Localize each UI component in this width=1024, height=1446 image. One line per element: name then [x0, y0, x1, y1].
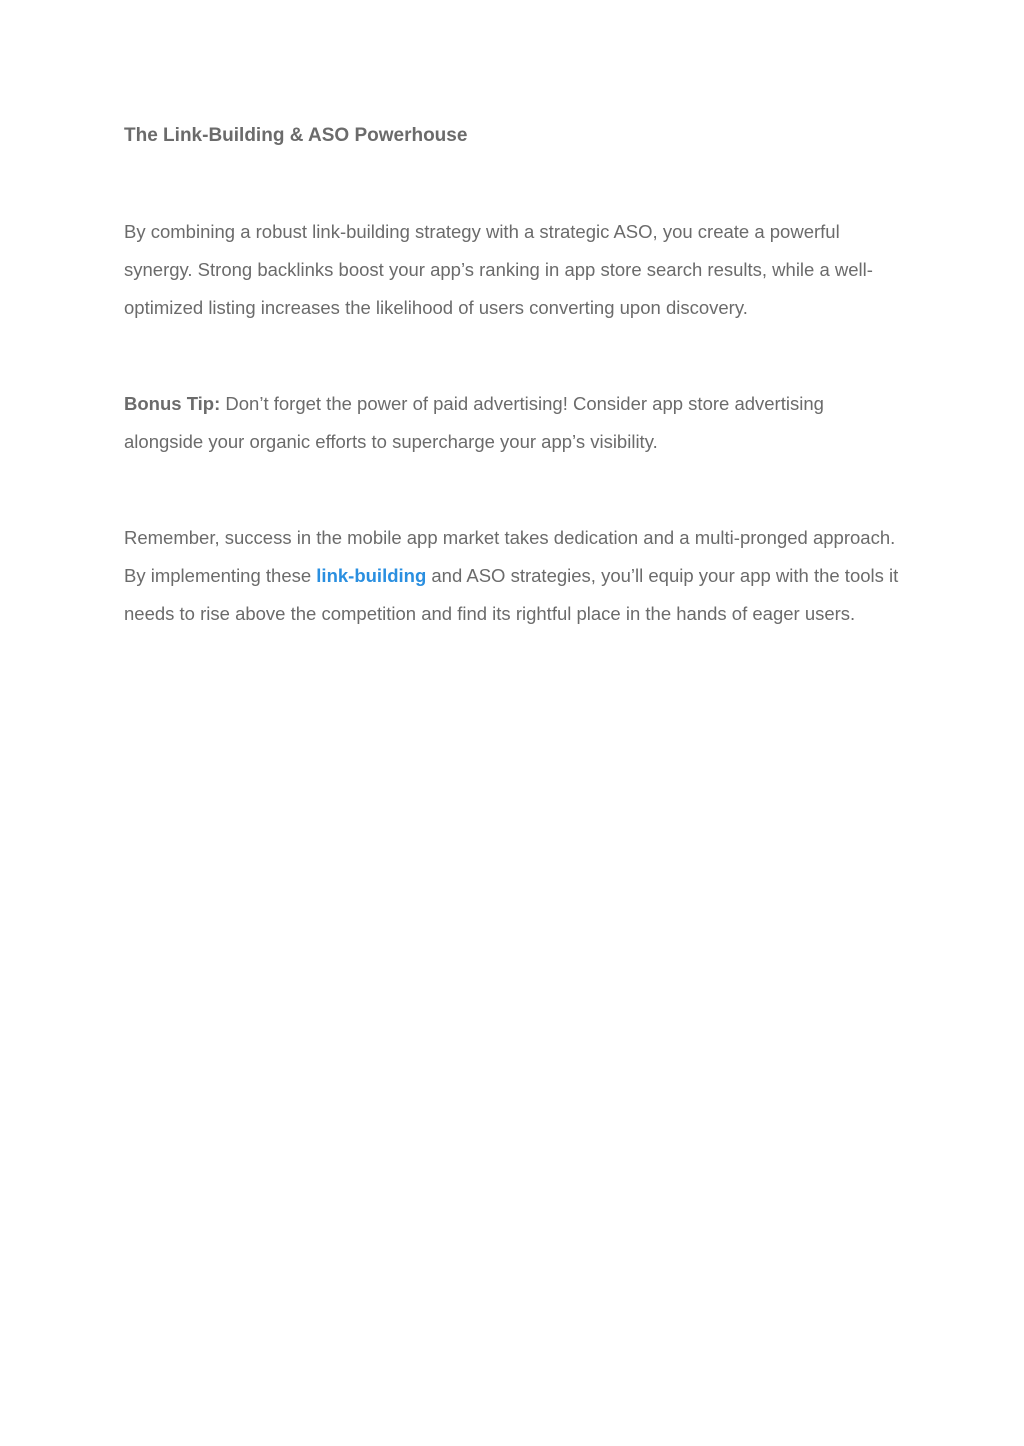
conclusion-text-after: and ASO strategies, you’ll equip your app with the tools it needs to rise above the competition and find its rightful place in the hands of eager users.: [124, 565, 899, 624]
conclusion-text-before: Remember, success in the mobile app market takes dedication and a multi-pronged approach. By implementing these: [124, 527, 896, 586]
paragraph-conclusion: [124, 519, 904, 633]
link-building-link[interactable]: link-building: [316, 565, 427, 586]
paragraph-bonus-tip: [124, 385, 904, 461]
section-heading: The Link-Building & ASO Powerhouse: [124, 125, 468, 146]
bonus-tip-label: Bonus Tip:: [124, 393, 221, 414]
paragraph-synergy: By combining a robust link-building strategy with a strategic ASO, you create a powerful synergy. Strong backlinks boost your app’s ranking in app store search results, while a well-optimized listing increases the likelihood of users converting upon discovery.: [124, 221, 873, 318]
bonus-tip-text: Don’t forget the power of paid advertising! Consider app store advertising alongside your organic efforts to supercharge your app’s visibility.: [124, 393, 824, 452]
